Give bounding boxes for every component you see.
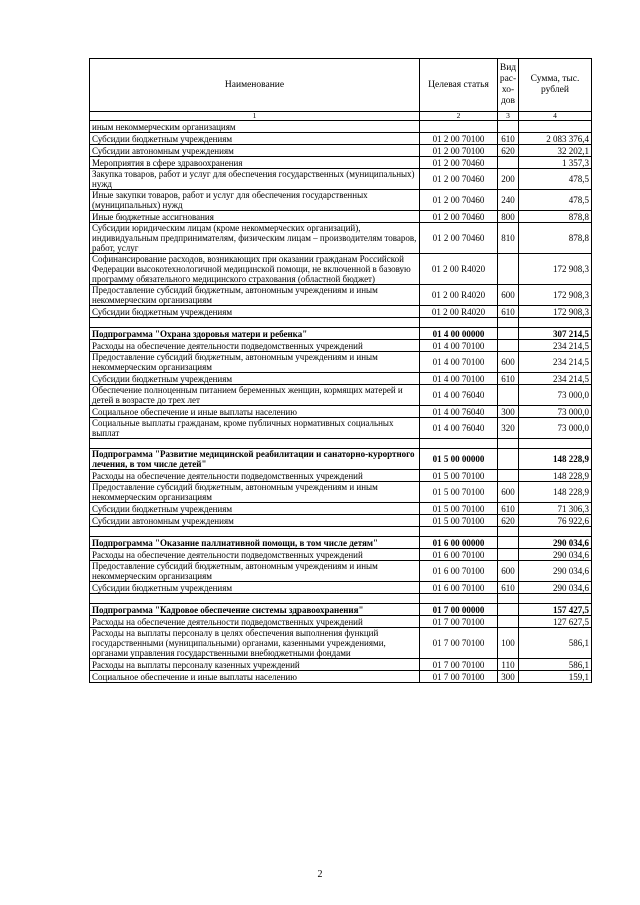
- name-cell: Субсидии автономным учреждениям: [90, 145, 420, 157]
- name-cell: Предоставление субсидий бюджетным, автономным учреждениям и иным некоммерческим организациям: [90, 352, 420, 373]
- sum-cell: 290 034,6: [519, 537, 592, 549]
- name-cell: Субсидии бюджетным учреждениям: [90, 582, 420, 594]
- sum-cell: 878,8: [519, 211, 592, 223]
- subprogram-row: [90, 537, 592, 549]
- code-cell: 01 4 00 70100: [420, 373, 498, 385]
- vid-cell: [498, 537, 519, 549]
- name-cell: Обеспечение полноценным питанием беременных женщин, кормящих матерей и детей в возрасте до трех лет: [90, 385, 420, 406]
- vid-cell: [498, 604, 519, 616]
- code-cell: 01 7 00 70100: [420, 616, 498, 628]
- sum-cell: 148 228,9: [519, 470, 592, 482]
- sum-cell: 290 034,6: [519, 549, 592, 561]
- table-row: [90, 190, 592, 211]
- empty-cell: [90, 527, 420, 537]
- table-row: [90, 470, 592, 482]
- name-cell: Предоставление субсидий бюджетным, автономным учреждениям и иным некоммерческим организациям: [90, 285, 420, 306]
- empty-cell: [420, 594, 498, 604]
- sum-cell: 290 034,6: [519, 561, 592, 582]
- vid-cell: 600: [498, 482, 519, 503]
- vid-cell: 300: [498, 406, 519, 418]
- code-cell: 01 4 00 70100: [420, 340, 498, 352]
- sum-cell: 234 214,5: [519, 352, 592, 373]
- code-cell: 01 4 00 76040: [420, 406, 498, 418]
- name-cell: Мероприятия в сфере здравоохранения: [90, 157, 420, 169]
- header-name: Наименование: [90, 59, 420, 112]
- table-row: [90, 373, 592, 385]
- name-cell: Субсидии бюджетным учреждениям: [90, 306, 420, 318]
- name-cell: Расходы на обеспечение деятельности подведомственных учреждений: [90, 616, 420, 628]
- code-cell: 01 4 00 00000: [420, 328, 498, 340]
- vid-cell: [498, 449, 519, 470]
- sum-cell: 2 083 376,4: [519, 133, 592, 145]
- vid-cell: 810: [498, 223, 519, 254]
- code-cell: 01 4 00 76040: [420, 418, 498, 439]
- sum-cell: 76 922,6: [519, 515, 592, 527]
- table-row: [90, 285, 592, 306]
- code-cell: 01 7 00 70100: [420, 628, 498, 659]
- table-row: [90, 169, 592, 190]
- code-cell: 01 5 00 00000: [420, 449, 498, 470]
- subprogram-row: [90, 449, 592, 470]
- vid-cell: 600: [498, 352, 519, 373]
- sum-cell: 478,5: [519, 169, 592, 190]
- code-cell: 01 5 00 70100: [420, 470, 498, 482]
- vid-cell: [498, 549, 519, 561]
- code-cell: 01 2 00 70100: [420, 133, 498, 145]
- header-row: [90, 59, 592, 112]
- vid-cell: 300: [498, 671, 519, 683]
- vid-cell: [498, 385, 519, 406]
- name-cell: Закупка товаров, работ и услуг для обеспечения государственных (муниципальных) нужд: [90, 169, 420, 190]
- table-row: [90, 306, 592, 318]
- vid-cell: 600: [498, 285, 519, 306]
- name-cell: Социальное обеспечение и иные выплаты населению: [90, 406, 420, 418]
- vid-cell: 200: [498, 169, 519, 190]
- sum-cell: 73 000,0: [519, 406, 592, 418]
- sum-cell: 234 214,5: [519, 340, 592, 352]
- empty-cell: [498, 527, 519, 537]
- name-cell: Иные закупки товаров, работ и услуг для обеспечения государственных (муниципальных) нужд: [90, 190, 420, 211]
- sum-cell: 586,1: [519, 659, 592, 671]
- column-number-row: [90, 112, 592, 121]
- code-cell: 01 4 00 76040: [420, 385, 498, 406]
- sum-cell: 586,1: [519, 628, 592, 659]
- subprogram-row: [90, 604, 592, 616]
- table-row: [90, 121, 592, 133]
- vid-cell: [498, 328, 519, 340]
- vid-cell: 800: [498, 211, 519, 223]
- name-cell: Субсидии бюджетным учреждениям: [90, 503, 420, 515]
- vid-cell: 110: [498, 659, 519, 671]
- name-cell: Субсидии автономным учреждениям: [90, 515, 420, 527]
- column-number: 3: [498, 112, 519, 121]
- sum-cell: 157 427,5: [519, 604, 592, 616]
- table-row: [90, 549, 592, 561]
- name-cell: Социальные выплаты гражданам, кроме публичных нормативных социальных выплат: [90, 418, 420, 439]
- code-cell: 01 6 00 70100: [420, 582, 498, 594]
- empty-cell: [519, 439, 592, 449]
- column-number: 1: [90, 112, 420, 121]
- table-row: [90, 418, 592, 439]
- sum-cell: 172 908,3: [519, 306, 592, 318]
- code-cell: 01 5 00 70100: [420, 515, 498, 527]
- name-cell: Расходы на обеспечение деятельности подведомственных учреждений: [90, 340, 420, 352]
- table-body: [90, 121, 592, 683]
- empty-cell: [420, 527, 498, 537]
- name-cell: Предоставление субсидий бюджетным, автономным учреждениям и иным некоммерческим организациям: [90, 561, 420, 582]
- table-row: [90, 515, 592, 527]
- name-cell: Расходы на выплаты персоналу в целях обеспечения выполнения функций государственными (муниципальными) органами, казенными учреждениями, органами управления государственными внебюджетными фондами: [90, 628, 420, 659]
- table-row: [90, 211, 592, 223]
- column-number: 2: [420, 112, 498, 121]
- table-row: [90, 671, 592, 683]
- vid-cell: 620: [498, 145, 519, 157]
- vid-cell: 240: [498, 190, 519, 211]
- code-cell: [420, 121, 498, 133]
- code-cell: 01 6 00 00000: [420, 537, 498, 549]
- code-cell: 01 2 00 R4020: [420, 285, 498, 306]
- name-cell: Субсидии бюджетным учреждениям: [90, 373, 420, 385]
- sum-cell: 148 228,9: [519, 449, 592, 470]
- table-row: [90, 133, 592, 145]
- vid-cell: [498, 157, 519, 169]
- sum-cell: 307 214,5: [519, 328, 592, 340]
- vid-cell: [498, 254, 519, 285]
- header-sum: Сумма, тыс. рублей: [519, 59, 592, 112]
- vid-cell: 620: [498, 515, 519, 527]
- empty-cell: [420, 318, 498, 328]
- spacer-row: [90, 527, 592, 537]
- empty-cell: [498, 318, 519, 328]
- code-cell: 01 7 00 00000: [420, 604, 498, 616]
- name-cell: Субсидии бюджетным учреждениям: [90, 133, 420, 145]
- sum-cell: 478,5: [519, 190, 592, 211]
- sum-cell: 159,1: [519, 671, 592, 683]
- sum-cell: 172 908,3: [519, 285, 592, 306]
- vid-cell: 610: [498, 582, 519, 594]
- vid-cell: 600: [498, 561, 519, 582]
- empty-cell: [519, 527, 592, 537]
- vid-cell: 610: [498, 306, 519, 318]
- table-row: [90, 340, 592, 352]
- spacer-row: [90, 318, 592, 328]
- table-row: [90, 628, 592, 659]
- table-row: [90, 406, 592, 418]
- sum-cell: 878,8: [519, 223, 592, 254]
- empty-cell: [90, 439, 420, 449]
- table-row: [90, 659, 592, 671]
- empty-cell: [420, 439, 498, 449]
- code-cell: 01 7 00 70100: [420, 671, 498, 683]
- empty-cell: [90, 318, 420, 328]
- vid-cell: 610: [498, 503, 519, 515]
- empty-cell: [498, 439, 519, 449]
- name-cell: Расходы на обеспечение деятельности подведомственных учреждений: [90, 549, 420, 561]
- vid-cell: [498, 470, 519, 482]
- code-cell: 01 2 00 70460: [420, 190, 498, 211]
- vid-cell: [498, 340, 519, 352]
- header-code: Целевая статья: [420, 59, 498, 112]
- table-row: [90, 582, 592, 594]
- table-row: [90, 385, 592, 406]
- sum-cell: 172 908,3: [519, 254, 592, 285]
- code-cell: 01 2 00 R4020: [420, 254, 498, 285]
- name-cell: иным некоммерческим организациям: [90, 121, 420, 133]
- table-row: [90, 223, 592, 254]
- empty-cell: [519, 594, 592, 604]
- empty-cell: [498, 594, 519, 604]
- spacer-row: [90, 594, 592, 604]
- name-cell: Подпрограмма "Кадровое обеспечение системы здравоохранения": [90, 604, 420, 616]
- table-row: [90, 157, 592, 169]
- code-cell: 01 5 00 70100: [420, 503, 498, 515]
- code-cell: 01 2 00 70460: [420, 211, 498, 223]
- code-cell: 01 7 00 70100: [420, 659, 498, 671]
- name-cell: Подпрограмма "Охрана здоровья матери и ребенка": [90, 328, 420, 340]
- table-row: [90, 254, 592, 285]
- name-cell: Подпрограмма "Оказание паллиативной помощи, в том числе детям": [90, 537, 420, 549]
- name-cell: Иные бюджетные ассигнования: [90, 211, 420, 223]
- sum-cell: 148 228,9: [519, 482, 592, 503]
- empty-cell: [90, 594, 420, 604]
- name-cell: Предоставление субсидий бюджетным, автономным учреждениям и иным некоммерческим организациям: [90, 482, 420, 503]
- code-cell: 01 2 00 70460: [420, 169, 498, 190]
- name-cell: Расходы на обеспечение деятельности подведомственных учреждений: [90, 470, 420, 482]
- code-cell: 01 2 00 70460: [420, 223, 498, 254]
- budget-table: [89, 58, 592, 683]
- empty-cell: [519, 318, 592, 328]
- header-vid: Вид рас-хо-дов: [498, 59, 519, 112]
- vid-cell: 610: [498, 373, 519, 385]
- sum-cell: [519, 121, 592, 133]
- vid-cell: 320: [498, 418, 519, 439]
- sum-cell: 73 000,0: [519, 385, 592, 406]
- table-row: [90, 561, 592, 582]
- table-row: [90, 616, 592, 628]
- name-cell: Софинансирование расходов, возникающих при оказании гражданам Российской Федерации высокотехнологичной медицинской помощи, не включенной в базовую программу обязательного медицинского страхования (областной бюджет): [90, 254, 420, 285]
- table-row: [90, 503, 592, 515]
- sum-cell: 73 000,0: [519, 418, 592, 439]
- code-cell: 01 2 00 70100: [420, 145, 498, 157]
- table-row: [90, 145, 592, 157]
- table-row: [90, 482, 592, 503]
- code-cell: 01 2 00 R4020: [420, 306, 498, 318]
- sum-cell: 32 202,1: [519, 145, 592, 157]
- code-cell: 01 2 00 70460: [420, 157, 498, 169]
- sum-cell: 1 357,3: [519, 157, 592, 169]
- sum-cell: 290 034,6: [519, 582, 592, 594]
- vid-cell: 610: [498, 133, 519, 145]
- spacer-row: [90, 439, 592, 449]
- code-cell: 01 6 00 70100: [420, 561, 498, 582]
- name-cell: Подпрограмма "Развитие медицинской реабилитации и санаторно-курортного лечения, в том числе детей": [90, 449, 420, 470]
- vid-cell: 100: [498, 628, 519, 659]
- vid-cell: [498, 616, 519, 628]
- page-number: 2: [317, 869, 323, 880]
- code-cell: 01 6 00 70100: [420, 549, 498, 561]
- name-cell: Субсидии юридическим лицам (кроме некоммерческих организаций), индивидуальным предпринимателям, физическим лицам – производителям товаров, работ, услуг: [90, 223, 420, 254]
- subprogram-row: [90, 328, 592, 340]
- sum-cell: 234 214,5: [519, 373, 592, 385]
- sum-cell: 127 627,5: [519, 616, 592, 628]
- sum-cell: 71 306,3: [519, 503, 592, 515]
- code-cell: 01 5 00 70100: [420, 482, 498, 503]
- vid-cell: [498, 121, 519, 133]
- name-cell: Расходы на выплаты персоналу казенных учреждений: [90, 659, 420, 671]
- column-number: 4: [519, 112, 592, 121]
- name-cell: Социальное обеспечение и иные выплаты населению: [90, 671, 420, 683]
- table-row: [90, 352, 592, 373]
- code-cell: 01 4 00 70100: [420, 352, 498, 373]
